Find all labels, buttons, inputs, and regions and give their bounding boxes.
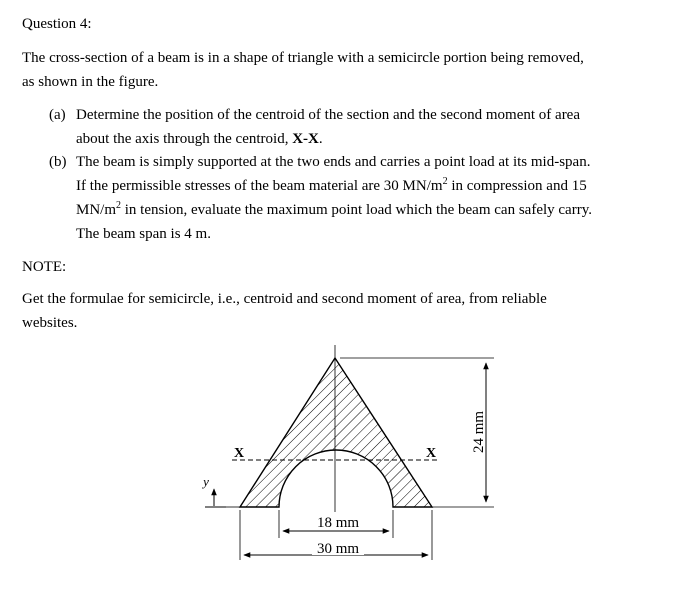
note-heading: NOTE: (22, 259, 67, 275)
part-b-line-3a: MN/m (76, 202, 117, 218)
triangle-section (240, 358, 432, 507)
height-label: 24 mm (471, 410, 487, 454)
xx-axis-ref: X-X (292, 131, 319, 147)
part-b-line-1: The beam is simply supported at the two ends and carries a point load at its mid-span. (76, 154, 591, 170)
intro-line-2: as shown in the figure. (22, 74, 159, 90)
part-b-line-2a: If the permissible stresses of the beam material are 30 MN/m (76, 178, 443, 194)
note-line-2: websites. (22, 315, 78, 331)
part-a-line-2-text: about the axis through the centroid, (76, 131, 293, 147)
intro-line-1: The cross-section of a beam is in a shape of triangle with a semicircle portion being removed, (22, 50, 584, 66)
part-b-line-3b: in tension, evaluate the maximum point load which the beam can safely carry. (121, 202, 592, 218)
part-a-label: (a) (49, 107, 66, 123)
y-axis-label: y (203, 474, 209, 489)
axis-label-right: X (425, 446, 437, 461)
question-heading: Question 4: (22, 16, 92, 32)
part-a-line-1: Determine the position of the centroid of the section and the second moment of area (76, 107, 581, 123)
outer-width-label: 30 mm (316, 541, 360, 557)
note-line-1: Get the formulae for semicircle, i.e., centroid and second moment of area, from reliable (22, 291, 547, 307)
axis-label-left: X (233, 446, 245, 461)
part-b-line-4: The beam span is 4 m. (76, 226, 211, 242)
part-b-line-2-sup: 2 (442, 176, 448, 187)
part-b-line-2b: in compression and 15 (447, 178, 587, 194)
part-a-line-2-end: . (318, 131, 323, 147)
part-b-line-3-sup: 2 (116, 200, 122, 211)
inner-width-label: 18 mm (316, 515, 360, 531)
part-b-label: (b) (49, 154, 67, 170)
